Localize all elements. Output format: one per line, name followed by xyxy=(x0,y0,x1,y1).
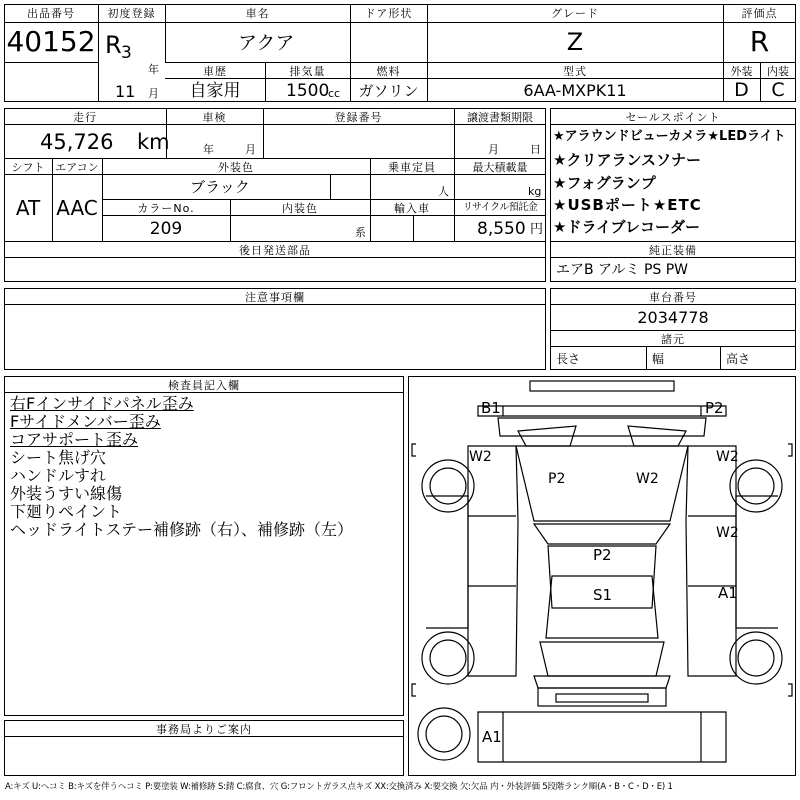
length-label: 長さ xyxy=(556,352,581,366)
remark-line: Fサイドメンバー歪み xyxy=(10,412,161,431)
year-unit: 年 xyxy=(148,63,159,76)
selling-point-item: ★クリアランスソナー xyxy=(553,151,701,169)
shift-value: AT xyxy=(15,196,41,220)
interior-color-label: 内装色 xyxy=(282,202,318,215)
selling-point-item: ★ドライブレコーダー xyxy=(553,218,700,236)
remark-line: コアサポート歪み xyxy=(10,430,139,449)
later-parts-label: 後日発送部品 xyxy=(239,244,311,257)
model-value: 6AA-MXPK11 xyxy=(523,81,627,100)
exterior-grade: D xyxy=(734,79,749,101)
mark-front-right: P2 xyxy=(705,399,724,417)
mileage-label: 走行 xyxy=(73,111,97,124)
interior-label: 内装 xyxy=(767,65,789,78)
exterior-label: 外装 xyxy=(730,65,753,78)
max-load-label: 最大積載量 xyxy=(472,161,528,174)
lot-number: 40152 xyxy=(6,25,96,58)
mileage-value: 45,726 xyxy=(40,130,114,154)
registration-number-label: 登録番号 xyxy=(334,111,383,124)
mark-fender-left: W2 xyxy=(469,449,492,465)
selling-point-item: ★アラウンドビューカメラ★LEDライト xyxy=(553,129,786,144)
aircon-value: AAC xyxy=(56,196,98,220)
exterior-color-label: 外装色 xyxy=(218,161,254,174)
mark-interior: S1 xyxy=(593,586,613,604)
inspector-label: 検査員記入欄 xyxy=(168,379,240,392)
era-mark: R xyxy=(105,31,122,59)
chassis-number-label: 車台番号 xyxy=(649,291,697,304)
first-registration-year: 3 xyxy=(121,43,132,63)
capacity-unit: 人 xyxy=(438,185,449,198)
exterior-color-value: ブラック xyxy=(190,178,250,196)
grade-label: グレード xyxy=(551,7,599,20)
color-number-value: 209 xyxy=(149,219,183,239)
remark-line: ヘッドライトステー補修跡（右）、補修跡（左） xyxy=(10,520,354,539)
interior-grade: C xyxy=(771,79,785,101)
remark-line: ハンドルすれ xyxy=(10,466,107,485)
month-unit: 月 xyxy=(148,87,159,100)
chassis-number-value: 2034778 xyxy=(637,308,709,327)
remark-line: 外装うすい線傷 xyxy=(10,484,123,503)
selling-point-item: ★フォグランプ xyxy=(553,174,656,192)
equipment-label: 純正装備 xyxy=(649,244,697,257)
grade-value: Z xyxy=(566,28,584,56)
recycle-deposit-label: リサイクル預託金 xyxy=(462,202,538,213)
mark-rear-bumper: A1 xyxy=(482,728,502,746)
history-label: 車歴 xyxy=(203,65,227,78)
mark-front-left: B1 xyxy=(481,399,501,417)
first-registration-label: 初度登録 xyxy=(107,7,156,20)
damage-legend: A:キズ U:ヘコミ B:キズを伴うヘコミ P:要塗装 W:補修跡 S:錆 C:腐食、穴 G:フロントガラス点キズ XX:交換済み X:要交換 欠:欠品 内・外装評価 5段階ランク順(A・B・C・D・E) 1 xyxy=(5,782,673,792)
transfer-day-unit: 日 xyxy=(530,143,541,156)
recycle-deposit-value: 8,550 xyxy=(477,219,526,239)
transfer-deadline-label: 譲渡書類期限 xyxy=(467,111,533,124)
score-value: R xyxy=(749,25,770,58)
aircon-label: エアコン xyxy=(55,161,99,174)
selling-points-label: セールスポイント xyxy=(625,111,721,124)
inspection-year-unit: 年 xyxy=(203,143,214,156)
remark-line: 右Fインサイドパネル歪み xyxy=(10,394,194,413)
mark-rear-right: A1 xyxy=(718,584,738,602)
transfer-month-unit: 月 xyxy=(488,143,499,156)
remark-line: 下廻りペイント xyxy=(10,502,123,521)
mark-fender-right: W2 xyxy=(716,449,739,465)
width-label: 幅 xyxy=(652,352,665,366)
model-label: 型式 xyxy=(563,65,587,78)
mark-door-right: W2 xyxy=(716,525,739,541)
equipment-value: エアB アルミ PS PW xyxy=(556,262,689,278)
office-notice-label: 事務局よりご案内 xyxy=(156,723,252,736)
remark-line: シート焦げ穴 xyxy=(10,448,107,467)
mark-hood-right: W2 xyxy=(636,471,659,487)
capacity-label: 乗車定員 xyxy=(388,161,436,174)
first-registration-month: 11 xyxy=(115,82,136,101)
car-name: アクア xyxy=(238,32,295,54)
height-label: 高さ xyxy=(726,352,751,366)
score-label: 評価点 xyxy=(741,7,778,20)
notes-label: 注意事項欄 xyxy=(245,291,305,304)
selling-point-item: ★USBポート★ETC xyxy=(553,196,702,214)
lot-number-label: 出品番号 xyxy=(27,7,75,20)
fuel-label: 燃料 xyxy=(376,65,401,78)
history-value: 自家用 xyxy=(189,81,241,101)
max-load-unit: kg xyxy=(528,185,542,198)
fuel-value: ガソリン xyxy=(358,82,419,100)
shift-label: シフト xyxy=(11,161,45,174)
inspection-month-unit: 月 xyxy=(245,143,256,156)
mark-roof: P2 xyxy=(593,546,612,564)
inspection-label: 車検 xyxy=(202,111,227,124)
car-name-label: 車名 xyxy=(245,7,270,20)
mark-hood-left: P2 xyxy=(548,471,566,487)
color-number-label: カラーNo. xyxy=(137,202,195,215)
interior-color-unit: 系 xyxy=(355,226,366,239)
door-shape-label: ドア形状 xyxy=(364,7,413,20)
mileage-unit: km xyxy=(137,130,170,154)
import-label: 輸入車 xyxy=(394,202,430,215)
specs-label: 諸元 xyxy=(661,333,685,346)
car-diagram xyxy=(408,376,796,776)
displacement-value: 1500 xyxy=(286,81,330,101)
recycle-deposit-unit: 円 xyxy=(530,222,544,237)
displacement-unit: cc xyxy=(328,87,341,100)
displacement-label: 排気量 xyxy=(289,65,326,78)
